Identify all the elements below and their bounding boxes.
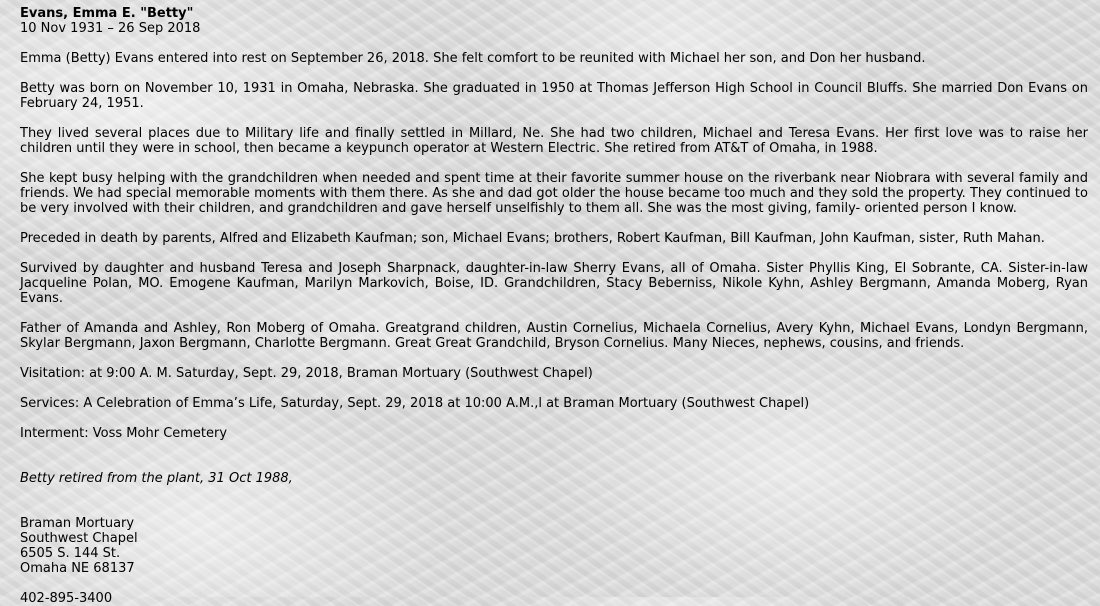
- paragraph-visitation: Visitation: at 9:00 A. M. Saturday, Sept. 29, 2018, Braman Mortuary (Southwest Chapel): [20, 366, 593, 381]
- address-line: Braman Mortuary: [20, 516, 135, 531]
- paragraph-entered-rest: Emma (Betty) Evans entered into rest on September 26, 2018. She felt comfort to be reunited with Michael her son, and Don her husband.: [20, 51, 926, 66]
- paragraph-father-of: Father of Amanda and Ashley, Ron Moberg of Omaha. Greatgrand children, Austin Cornelius, Michaela Cornelius, Avery Kyhn, Michael Evans, Londyn Bergmann, Skylar Bergmann, Jaxon Bergmann, Charlotte Bergmann. Great Great Grandchild, Bryson Cornelius. Many Nieces, nephews, cousins, and friends.: [20, 321, 1088, 351]
- mortuary-address: [20, 516, 1088, 576]
- address-line: 6505 S. 144 St.: [20, 546, 121, 561]
- paragraph-family-time: She kept busy helping with the grandchildren when needed and spent time at their favorite summer house on the riverbank near Niobrara with several family and friends. We had special memorable moments with them there. As she and dad got older the house became too much and they sold the property. They continued to be very involved with their children, and grandchildren and gave herself unselfishly to them all. She was the most giving, family- oriented person I know.: [20, 171, 1088, 216]
- paragraph-birth: Betty was born on November 10, 1931 in Omaha, Nebraska. She graduated in 1950 at Thomas Jefferson High School in Council Bluffs. She married Don Evans on February 24, 1951.: [20, 81, 1088, 111]
- phone-number: 402-895-3400: [20, 591, 113, 606]
- deceased-name: Evans, Emma E. "Betty": [20, 6, 194, 21]
- address-line: Omaha NE 68137: [20, 561, 135, 576]
- obituary-header: [20, 6, 1088, 36]
- retirement-note: Betty retired from the plant, 31 Oct 1988,: [20, 471, 293, 486]
- life-dates: 10 Nov 1931 – 26 Sep 2018: [20, 21, 201, 36]
- paragraph-services: Services: A Celebration of Emma’s Life, Saturday, Sept. 29, 2018 at 10:00 A.M.,l at Braman Mortuary (Southwest Chapel): [20, 396, 810, 411]
- paragraph-survived: Survived by daughter and husband Teresa and Joseph Sharpnack, daughter-in-law Sherry Evans, all of Omaha. Sister Phyllis King, El Sobrante, CA. Sister-in-law Jacqueline Polan, MO. Emogene Kaufman, Marilyn Markovich, Boise, ID. Grandchildren, Stacy Beberniss, Nikole Kyhn, Ashley Bergmann, Amanda Moberg, Ryan Evans.: [20, 261, 1088, 306]
- address-line: Southwest Chapel: [20, 531, 138, 546]
- paragraph-preceded: Preceded in death by parents, Alfred and Elizabeth Kaufman; son, Michael Evans; brothers, Robert Kaufman, Bill Kaufman, John Kaufman, sister, Ruth Mahan.: [20, 231, 1045, 246]
- paragraph-interment: Interment: Voss Mohr Cemetery: [20, 426, 228, 441]
- obituary: [20, 6, 1088, 606]
- paragraph-life: They lived several places due to Military life and finally settled in Millard, Ne. She had two children, Michael and Teresa Evans. Her first love was to raise her children until they were in school, then became a keypunch operator at Western Electric. She retired from AT&T of Omaha, in 1988.: [20, 126, 1088, 156]
